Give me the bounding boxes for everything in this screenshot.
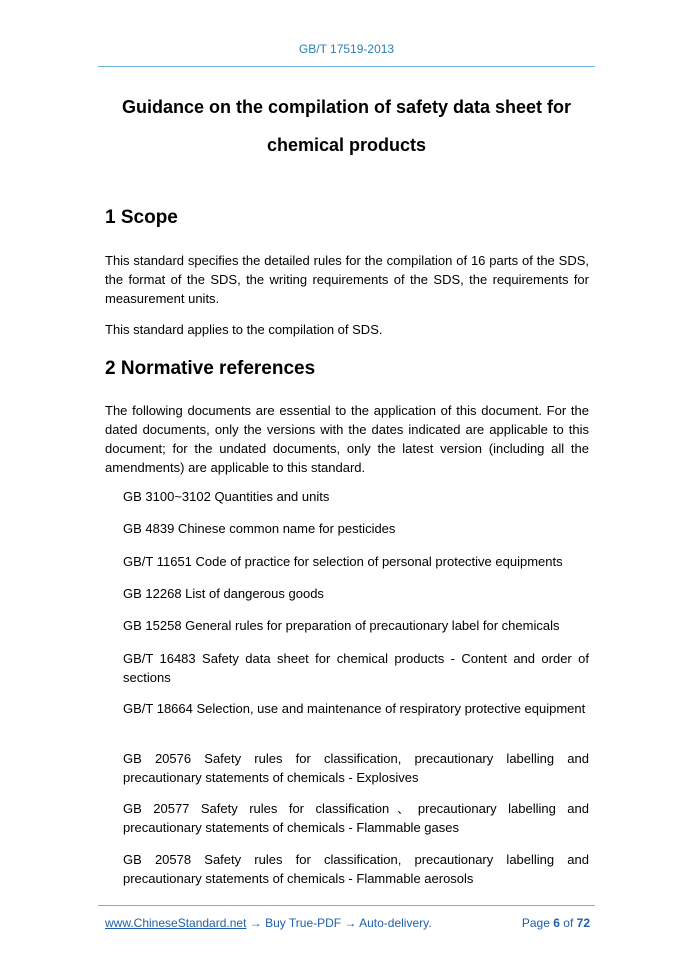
reference-item: GB 3100~3102 Quantities and units: [123, 489, 330, 504]
reference-item: GB 12268 List of dangerous goods: [123, 586, 324, 601]
page-of: of: [563, 916, 574, 930]
reference-item: GB/T 11651 Code of practice for selection of personal protective equipments: [123, 554, 563, 569]
reference-item: GB/T 16483 Safety data sheet for chemical products - Content and order of sections: [123, 651, 589, 685]
footer-promo: [105, 916, 432, 930]
document-code: GB/T 17519-2013: [298, 42, 395, 56]
header-divider: [98, 66, 595, 67]
page-footer: [105, 916, 590, 930]
footer-divider: [98, 905, 595, 906]
document-title: [60, 88, 633, 164]
title-line-1: Guidance on the compilation of safety data sheet for: [121, 97, 572, 117]
reference-item: GB/T 18664 Selection, use and maintenance of respiratory protective equipment: [123, 701, 586, 716]
scope-paragraph-2: This standard applies to the compilation of SDS.: [105, 322, 383, 337]
footer-tagline: → Buy True-PDF → Auto-delivery.: [246, 916, 432, 930]
reference-item: GB 20577 Safety rules for classification、precautionary labelling and precautionary statements of chemicals - Flammable gases: [123, 801, 589, 835]
reference-item: GB 4839 Chinese common name for pesticides: [123, 521, 396, 536]
section-2-heading: 2 Normative references: [105, 358, 316, 379]
title-line-2: chemical products: [266, 135, 427, 155]
references-intro: The following documents are essential to the application of this document. For the dated documents, only the versions with the dates indicated are applicable to this document; for the undated documents, only the latest version (including all the amendments) are applicable to this standard.: [105, 403, 589, 475]
reference-item: GB 20576 Safety rules for classification, precautionary labelling and precautionary statements of chemicals - Explosives: [123, 751, 589, 785]
page-label: Page: [521, 916, 550, 930]
section-1-heading: 1 Scope: [105, 207, 178, 228]
page-indicator: [522, 916, 590, 930]
page-current: 6: [553, 916, 560, 930]
page-total: 72: [576, 916, 590, 930]
website-link[interactable]: www.ChineseStandard.net: [105, 916, 247, 930]
reference-item: GB 20578 Safety rules for classification, precautionary labelling and precautionary statements of chemicals - Flammable aerosols: [123, 852, 589, 886]
reference-item: GB 15258 General rules for preparation of precautionary label for chemicals: [123, 618, 560, 633]
scope-paragraph-1: This standard specifies the detailed rules for the compilation of 16 parts of the SDS, the format of the SDS, the writing requirements of the SDS, the requirements for measurement units.: [105, 253, 589, 306]
